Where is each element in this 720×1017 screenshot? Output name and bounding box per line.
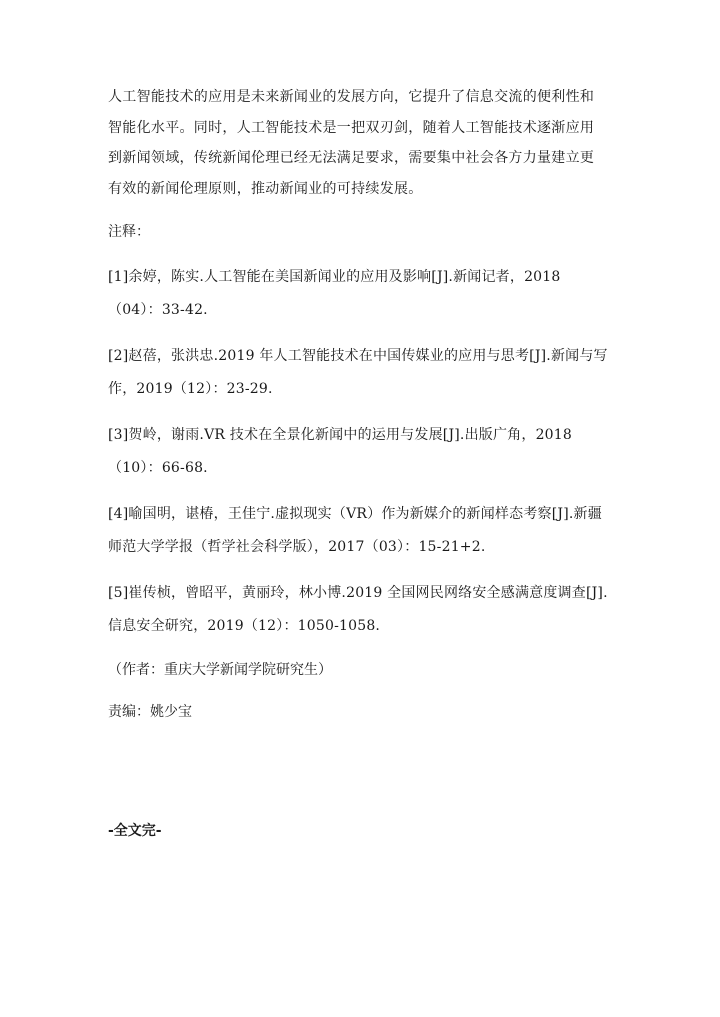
- notes-heading: 注释：: [108, 224, 150, 240]
- end-mark: -全文完-: [108, 823, 162, 839]
- article-content: [108, 82, 608, 727]
- reference-note-5: [5]崔传桢，曾昭平，黄丽玲，林小博.2019 全国网民网络安全感满意度调查[J].信息安全研究，2019（12）：1050-1058.: [108, 584, 608, 634]
- reference-note-3: [3]贺岭，谢雨.VR 技术在全景化新闻中的运用与发展[J].出版广角，2018（10）：66-68.: [108, 426, 572, 476]
- body-paragraph: 人工智能技术的应用是未来新闻业的发展方向，它提升了信息交流的便利性和智能化水平。同时，人工智能技术是一把双刃剑，随着人工智能技术逐渐应用到新闻领域，传统新闻伦理已经无法满足要求，需要集中社会各方力量建立更有效的新闻伦理原则，推动新闻业的可持续发展。: [108, 89, 595, 197]
- editor-line: 责编：姚少宝: [108, 703, 192, 720]
- reference-note-1: [1]余婷，陈实.人工智能在美国新闻业的应用及影响[J].新闻记者，2018（04）：33-42.: [108, 268, 561, 318]
- author-line: （作者：重庆大学新闻学院研究生）: [108, 661, 332, 678]
- reference-note-4: [4]喻国明，谌椿，王佳宁.虚拟现实（VR）作为新媒介的新闻样态考察[J].新疆师范大学学报（哲学社会科学版），2017（03）：15-21+2.: [108, 505, 602, 555]
- reference-note-2: [2]赵蓓，张洪忠.2019 年人工智能技术在中国传媒业的应用与思考[J].新闻与写作，2019（12）：23-29.: [108, 347, 608, 397]
